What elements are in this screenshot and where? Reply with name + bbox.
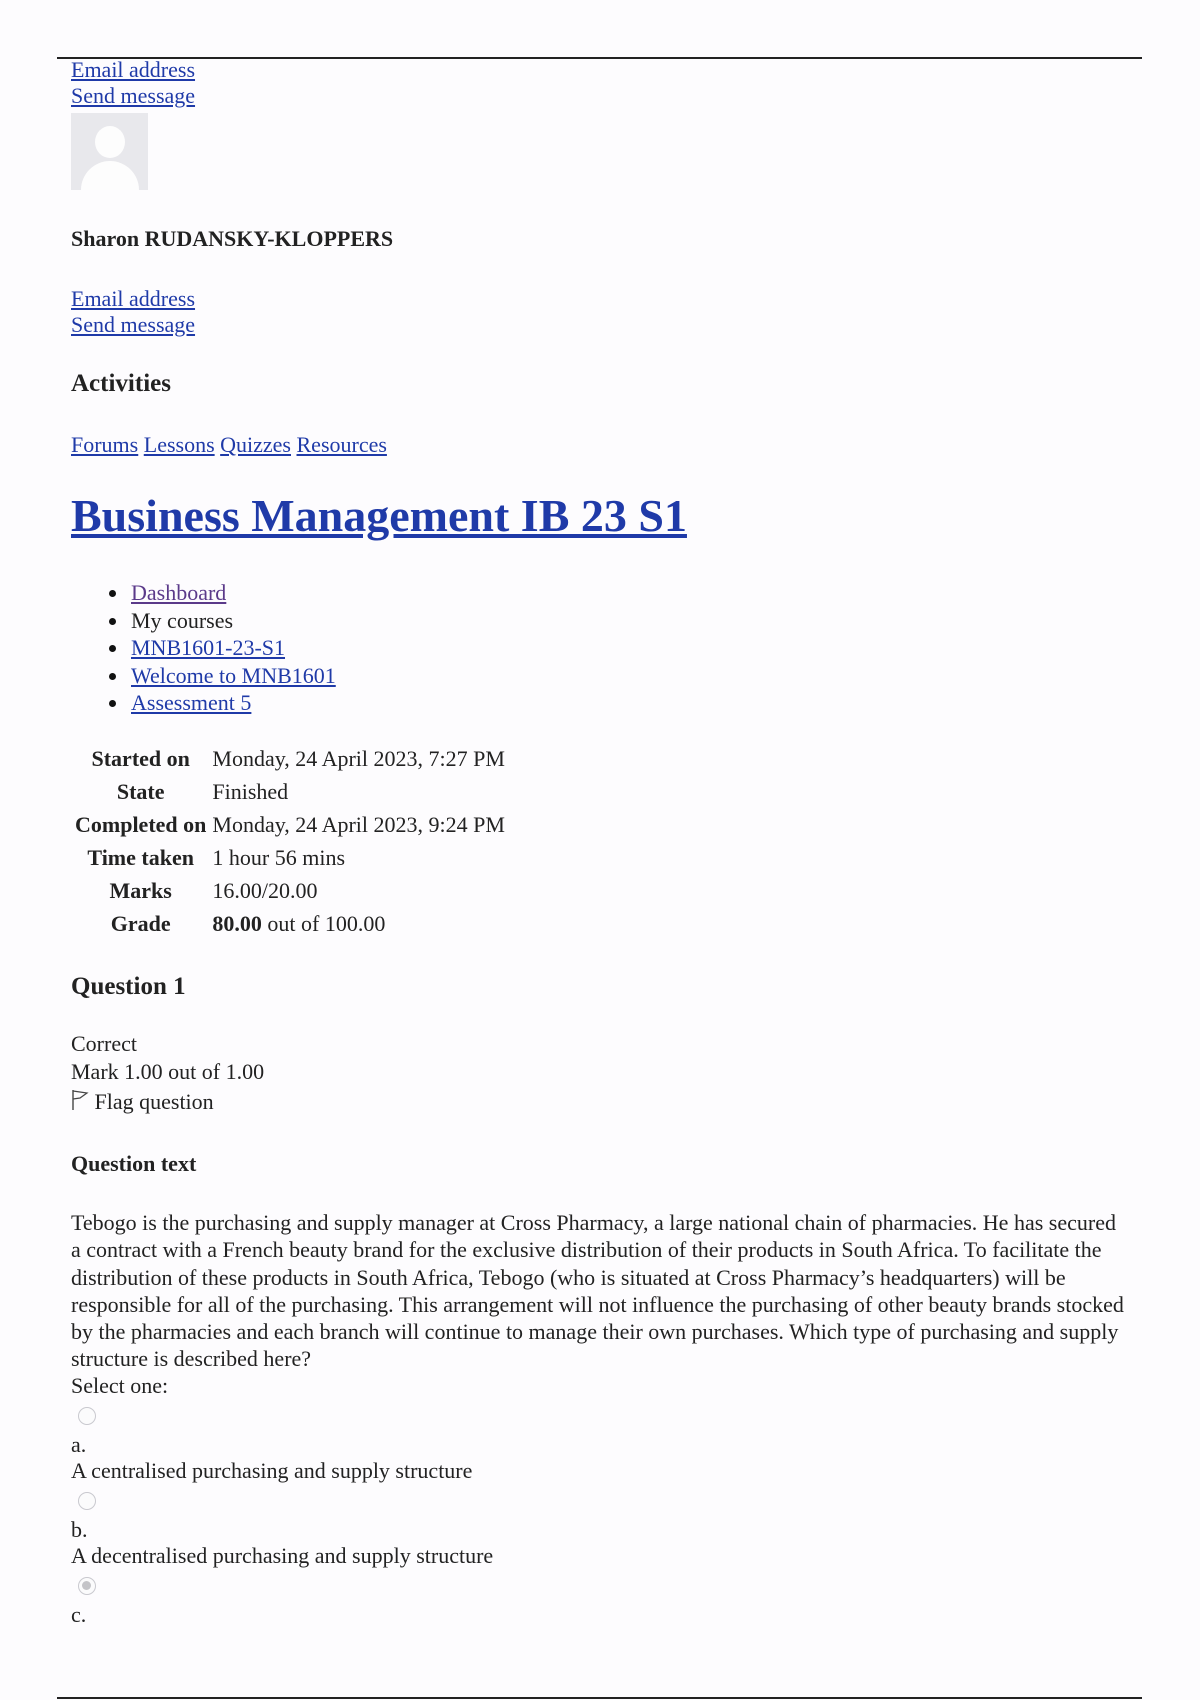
quizzes-link[interactable]: Quizzes: [220, 432, 291, 457]
flag-icon: [71, 1089, 89, 1111]
teacher-name: Sharon RUDANSKY-KLOPPERS: [71, 226, 394, 251]
option-a-text: A centralised purchasing and supply structure: [71, 1458, 473, 1483]
summary-value: [212, 907, 505, 940]
course-title-link[interactable]: Business Management IB 23 S1: [71, 490, 687, 541]
option-b-text: A decentralised purchasing and supply structure: [71, 1543, 494, 1568]
question-text: Tebogo is the purchasing and supply manager at Cross Pharmacy, a large national chain of pharmacies. He has secured a contract with a French beauty brand for the exclusive distribution of their products in South Africa. To facilitate the distribution of these products in South Africa, Tebogo (who is situated at Cross Pharmacy’s headquarters) will be responsible for all of the purchasing. This arrangement will not influence the purchasing of other beauty brands stocked by the pharmacies and each branch will continue to manage their own purchases. Which type of purchasing and supply structure is described here?: [71, 1210, 1124, 1372]
attempt-summary-table: [71, 742, 505, 940]
breadcrumb-item-assessment: [71, 689, 336, 717]
dashboard-link[interactable]: Dashboard: [131, 580, 227, 605]
assessment-link[interactable]: Assessment 5: [131, 690, 252, 715]
breadcrumb: [71, 579, 336, 717]
summary-value: Monday, 24 April 2023, 7:27 PM: [212, 745, 505, 771]
summary-value: 16.00/20.00: [212, 877, 318, 903]
option-b-radio[interactable]: [78, 1492, 96, 1510]
bottom-rule: [57, 1697, 1142, 1699]
summary-label: Completed on: [75, 811, 207, 837]
breadcrumb-item-course: [71, 634, 336, 662]
option-c-letter: c.: [71, 1602, 87, 1627]
summary-value: 1 hour 56 mins: [212, 844, 346, 870]
summary-row: [71, 874, 505, 907]
teacher-message-link[interactable]: Send message: [71, 312, 196, 337]
flag-question-label: Flag question: [94, 1089, 214, 1114]
question-text-heading: Question text: [71, 1151, 197, 1176]
teacher-contact-links: [71, 286, 195, 338]
teacher-email-link[interactable]: Email address: [71, 286, 196, 311]
grade-out-of: out of 100.00: [261, 910, 386, 936]
email-address-link[interactable]: Email address: [71, 57, 196, 82]
breadcrumb-item-welcome: [71, 662, 336, 690]
summary-row: [71, 841, 505, 874]
resources-link[interactable]: Resources: [296, 432, 387, 457]
select-one-label: Select one:: [71, 1373, 169, 1398]
summary-label: Marks: [109, 877, 172, 903]
summary-row: [71, 907, 505, 940]
summary-label: State: [116, 778, 165, 804]
summary-row: [71, 775, 505, 808]
summary-value: Monday, 24 April 2023, 9:24 PM: [212, 811, 505, 837]
forums-link[interactable]: Forums: [71, 432, 139, 457]
contact-links-top: [71, 57, 195, 109]
option-a-letter: a.: [71, 1432, 87, 1457]
lessons-link[interactable]: Lessons: [143, 432, 215, 457]
summary-value: Finished: [212, 778, 289, 804]
avatar-head: [95, 126, 125, 158]
avatar-body: [81, 161, 139, 190]
summary-label: Grade: [110, 910, 171, 936]
question-mark: Mark 1.00 out of 1.00: [71, 1059, 265, 1084]
summary-row: [71, 808, 505, 841]
activities-heading: Activities: [71, 370, 171, 397]
question-heading: Question 1: [71, 973, 186, 1000]
option-a-radio[interactable]: [78, 1407, 96, 1425]
course-code-link[interactable]: MNB1601-23-S1: [131, 635, 286, 660]
summary-label: Time taken: [87, 844, 194, 870]
grade-value: 80.00: [212, 910, 262, 936]
summary-label: Started on: [91, 745, 190, 771]
activities-links: [71, 432, 387, 458]
summary-row: [71, 742, 505, 775]
breadcrumb-item-dashboard: [71, 579, 336, 607]
option-b-letter: b.: [71, 1517, 88, 1542]
flag-question[interactable]: [71, 1089, 214, 1115]
top-rule: [57, 57, 1142, 59]
question-status: Correct: [71, 1031, 137, 1056]
my-courses-label: My courses: [131, 607, 234, 633]
breadcrumb-item-my-courses: [71, 607, 336, 635]
welcome-link[interactable]: Welcome to MNB1601: [131, 662, 336, 688]
teacher-avatar: [71, 113, 148, 190]
send-message-link[interactable]: Send message: [71, 83, 196, 108]
option-c-radio[interactable]: [78, 1577, 96, 1595]
